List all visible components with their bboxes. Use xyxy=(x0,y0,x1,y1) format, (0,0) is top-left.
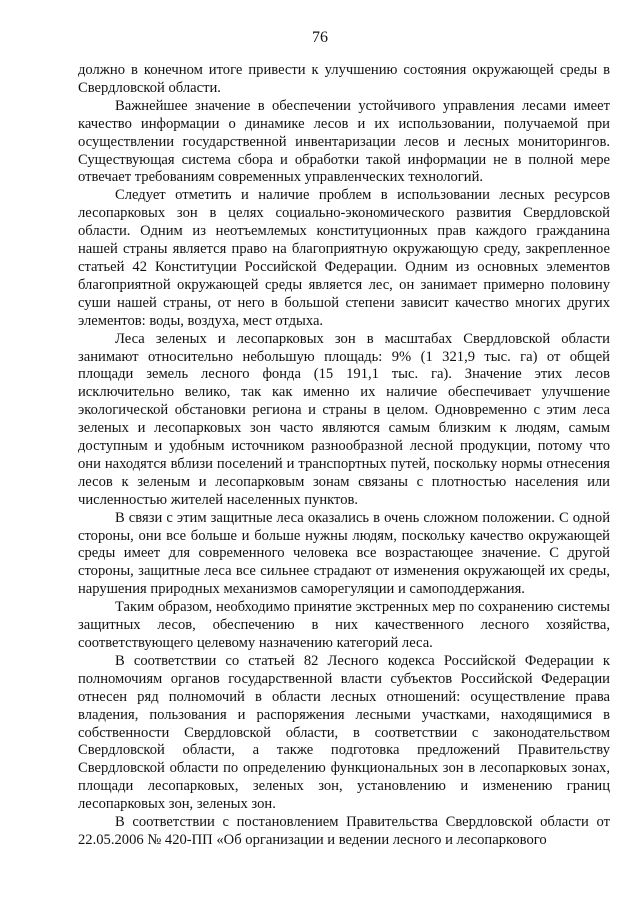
page-number: 76 xyxy=(312,29,328,46)
paragraph-urgent-measures: Таким образом, необходимо принятие экстренных мер по сохранению системы защитных лесов, обеспечению в них качественного лесного хозяйства, соответствующего целевому назначению категорий леса. xyxy=(78,599,610,651)
paragraph-forest-code-article: В соответствии со статьей 82 Лесного кодекса Российской Федерации к полномочиям органов государственной власти субъектов Российской Федерации отнесен ряд полномочий в области лесных отношений: осуществление права владения, пользования и распоряжения лесными участками, находящимися в собственности Свердловской области, в соответствии с законодательством Свердловской области, а также подготовка предложений Правительству Свердловской области по определению функциональных зон в лесопарковых зонах, площади лесопарковых, зеленых зон, установлению и изменению границ лесопарковых зон, зеленых зон. xyxy=(78,652,610,813)
paragraph-forest-park-problems: Следует отметить и наличие проблем в использовании лесных ресурсов лесопарковых зон в целях социально-экономического развития Свердловской области. Одним из неотъемлемых конституционных прав каждого гражданина нашей страны является право на благоприятную окружающую среду, закрепленное статьей 42 Конституции Российской Федерации. Одним из основных элементов благоприятной окружающей среды является лес, он занимает примерно половину суши нашей страны, от него в большой степени зависит качество многих других элементов: воды, воздуха, мест отдыха. xyxy=(78,187,610,329)
paragraph-continuation: должно в конечном итоге привести к улучшению состояния окружающей среды в Свердловской области. xyxy=(78,62,610,96)
page-body xyxy=(78,62,610,850)
paragraph-forest-information: Важнейшее значение в обеспечении устойчивого управления лесами имеет качество информации о динамике лесов и их использовании, получаемой при осуществлении государственной инвентаризации лесов и лесных мониторингов. Существующая система сбора и обработки такой информации не в полной мере отвечает требованиям современных управленческих технологий. xyxy=(78,97,610,186)
paragraph-government-resolution: В соответствии с постановлением Правительства Свердловской области от 22.05.2006 № 420-ПП «Об организации и ведении лесного и лесопаркового xyxy=(78,814,610,848)
paragraph-green-zones-area: Леса зеленых и лесопарковых зон в масштабах Свердловской области занимают относительно небольшую площадь: 9% (1 321,9 тыс. га) от общей площади земель лесного фонда (15 191,1 тыс. га). Значение этих лесов исключительно велико, так как именно их наличие обеспечивает улучшение экологической обстановки региона и страны в целом. Одновременно с этим леса зеленых и лесопарковых зон часто являются самым близким к людям, самым доступным и удобным источником разнообразной лесной продукции, потому что они находятся вблизи поселений и транспортных путей, поскольку нормы отнесения лесов к зеленым и лесопарковым зонам связаны с плотностью населения или численностью жителей населенных пунктов. xyxy=(78,330,610,508)
paragraph-protective-forests: В связи с этим защитные леса оказались в очень сложном положении. С одной стороны, они все больше и больше нужны людям, поскольку качество окружающей среды имеет для современного человека все возрастающее значение. С другой стороны, защитные леса все сильнее страдают от изменения окружающей их среды, нарушения природных механизмов саморегуляции и самоподдержания. xyxy=(78,509,610,598)
